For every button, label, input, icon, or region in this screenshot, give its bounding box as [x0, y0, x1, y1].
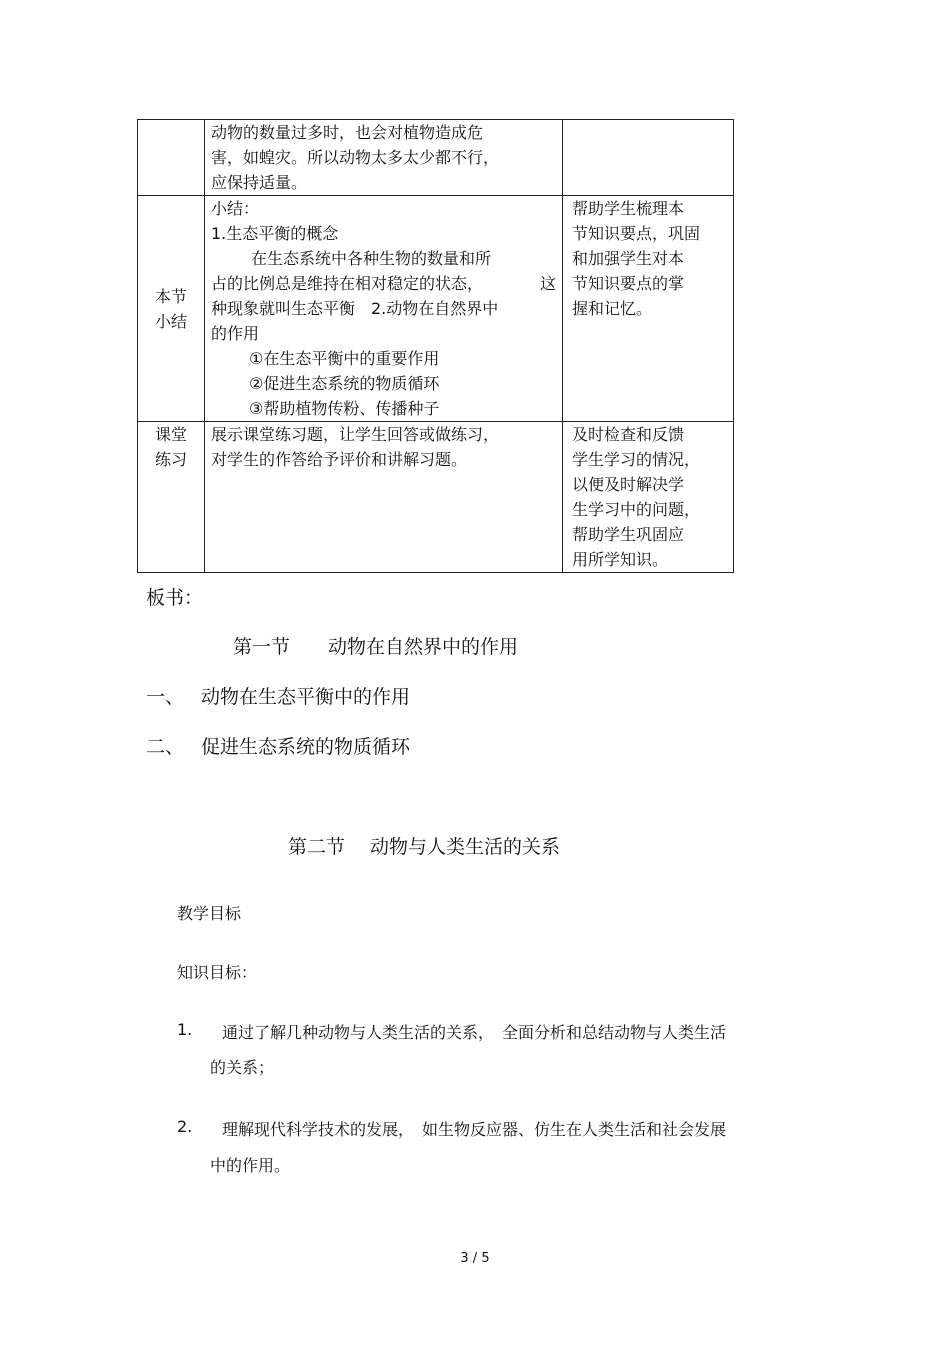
goal-item-text: 的关系； — [210, 1058, 275, 1077]
table-cell-purpose — [563, 422, 734, 573]
summary-paragraph: 种现象就叫生态平衡 2.动物在自然界中 — [211, 299, 499, 318]
goals-heading: 教学目标 — [177, 904, 242, 923]
purpose-line: 生学习中的问题， — [572, 500, 701, 519]
summary-paragraph — [211, 271, 556, 296]
purpose-line: 帮助学生巩固应 — [572, 525, 685, 544]
table-row — [138, 422, 734, 573]
knowledge-heading: 知识目标： — [177, 963, 258, 982]
goal-item-number: 2. — [177, 1117, 193, 1136]
table-cell-label — [138, 196, 205, 422]
summary-text: 这 — [539, 274, 556, 293]
content-line: 展示课堂练习题，让学生回答或做练习， — [211, 425, 500, 444]
table-cell-content — [205, 422, 563, 573]
purpose-line: 握和记忆。 — [572, 299, 653, 318]
board-point: 促进生态系统的物质循环 — [201, 736, 411, 758]
goal-item-number: 1. — [177, 1020, 193, 1039]
content-line: 动物的数量过多时，也会对植物造成危 — [211, 123, 484, 142]
summary-paragraph: 的作用 — [211, 324, 260, 343]
board-point-number: 一、 — [146, 686, 185, 708]
row-label: 练习 — [154, 450, 187, 469]
purpose-line: 节知识要点的掌 — [572, 274, 685, 293]
table-cell-content — [205, 120, 563, 196]
purpose-line: 及时检查和反馈 — [572, 425, 685, 444]
board-point: 动物在生态平衡中的作用 — [201, 686, 411, 708]
goal-item-text: 中的作用。 — [210, 1156, 291, 1175]
table-cell-purpose — [563, 196, 734, 422]
summary-paragraph: 在生态系统中各种生物的数量和所 — [251, 249, 492, 268]
purpose-line: 以便及时解决学 — [572, 475, 685, 494]
content-line: 对学生的作答给予评价和讲解习题。 — [211, 450, 468, 469]
summary-text: 占的比例总是维持在相对稳定的状态， — [211, 274, 484, 293]
table-cell-label — [138, 422, 205, 573]
content-line: 害，如蝗灾。所以动物太多太少都不行， — [211, 148, 500, 167]
purpose-line: 和加强学生对本 — [572, 249, 685, 268]
summary-subitem: ③帮助植物传粉、传播种子 — [249, 399, 440, 418]
goal-item-text: 理解现代科学技术的发展， 如生物反应器、仿生在人类生活和社会发展 — [222, 1120, 727, 1139]
summary-subitem: ①在生态平衡中的重要作用 — [249, 349, 440, 368]
row-label: 小结 — [154, 311, 187, 331]
purpose-line: 节知识要点，巩固 — [572, 224, 701, 243]
page-number: 3 / 5 — [460, 1251, 490, 1266]
row-label: 本节 — [154, 286, 187, 306]
content-line: 应保持适量。 — [211, 173, 308, 192]
row-label: 课堂 — [154, 425, 187, 444]
board-point-number: 二、 — [146, 736, 185, 758]
summary-item: 1.生态平衡的概念 — [211, 224, 339, 243]
lesson-table — [137, 119, 734, 573]
summary-title: 小结： — [211, 199, 260, 218]
purpose-line: 用所学知识。 — [572, 550, 669, 569]
table-cell-label — [138, 120, 205, 196]
goal-item-text: 通过了解几种动物与人类生活的关系， 全面分析和总结动物与人类生活 — [222, 1023, 727, 1042]
summary-subitem: ②促进生态系统的物质循环 — [249, 374, 440, 393]
table-row — [138, 120, 734, 196]
table-cell-content — [205, 196, 563, 422]
table-row — [138, 196, 734, 422]
purpose-line: 帮助学生梳理本 — [572, 199, 685, 218]
table-cell-purpose — [563, 120, 734, 196]
purpose-line: 学生学习的情况， — [572, 450, 701, 469]
board-section-title: 第一节 动物在自然界中的作用 — [233, 636, 519, 658]
board-label: 板书： — [146, 587, 204, 609]
section-title: 第二节 动物与人类生活的关系 — [288, 836, 561, 858]
